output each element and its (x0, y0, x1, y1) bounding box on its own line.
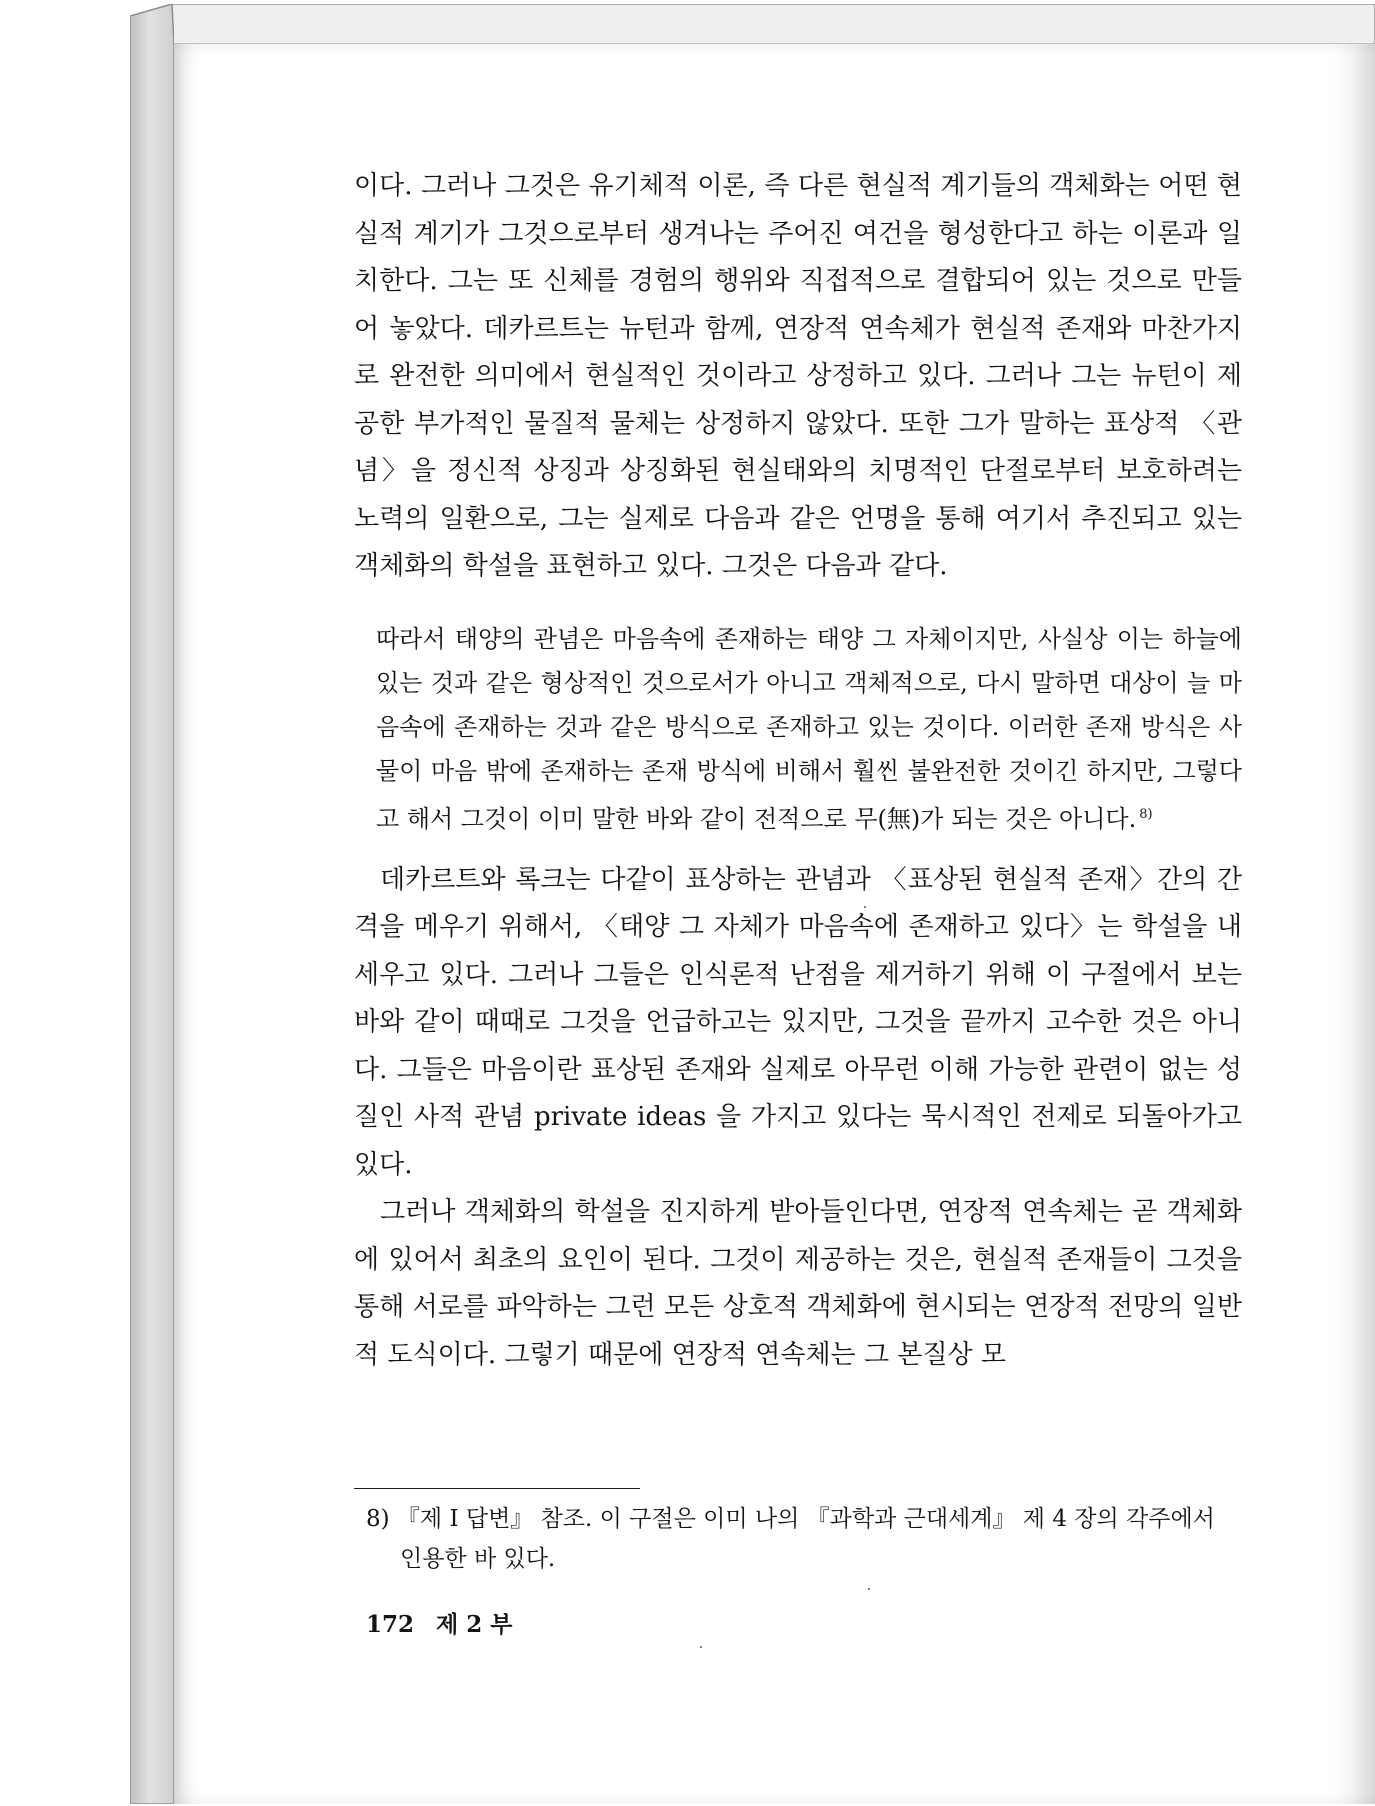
block-quote (376, 617, 1242, 841)
book-spine (130, 4, 174, 1804)
footnote-text-continued: 인용한 바 있다. (400, 1546, 556, 1572)
quote-text: 따라서 태양의 관념은 마음속에 존재하는 태양 그 자체이지만, 사실상 이는 하늘에 있는 것과 같은 형상적인 것으로서가 아니고 객체적으로, 다시 말하면 대상이 늘 마음속에 존재하는 것과 같은 방식으로 존재하고 있는 것이다. 이러한 존재 방식은 사물이 마음 밖에 존재하는 존재 방식에 비해서 훨씬 불완전한 것이긴 하지만, 그렇다고 해서 그것이 이미 말한 바와 같이 전적으로 무(無)가 되는 것은 아니다. (376, 624, 1242, 833)
body-text (354, 163, 1242, 1379)
footnote-number: 8) (366, 1506, 390, 1532)
paragraph: 그러나 객체화의 학설을 진지하게 받아들인다면, 연장적 연속체는 곧 객체화에 있어서 최초의 요인이 된다. 그것이 제공하는 것은, 현실적 존재들이 그것을 통해 서로를 파악하는 그런 모든 상호적 객체화에 현시되는 연장적 전망의 일반적 도식이다. 그렇기 때문에 연장적 연속체는 그 본질상 모 (354, 1197, 1242, 1370)
part-label: 제 2 부 (436, 1611, 513, 1638)
page-footer (366, 1606, 512, 1639)
footnote-text: 『제 I 답변』 참조. 이 구절은 이미 나의 『과학과 근대세계』 제 4 장의 각주에서 (396, 1506, 1215, 1532)
scan-speck (868, 1588, 870, 1590)
scan-speck (700, 1646, 702, 1648)
scan-speck (864, 906, 866, 908)
page-number: 172 (366, 1611, 415, 1638)
footnote-reference[interactable]: 8) (1139, 806, 1153, 822)
footnote (366, 1499, 1238, 1579)
book-top-edge (130, 4, 1375, 44)
paragraph: 이다. 그러나 그것은 유기체적 이론, 즉 다른 현실적 계기들의 객체화는 어떤 현실적 계기가 그것으로부터 생겨나는 주어진 여건을 형성한다고 하는 이론과 일치한다. 그는 또 신체를 경험의 행위와 직접적으로 결합되어 있는 것으로 만들어 놓았다. 데카르트는 뉴턴과 함께, 연장적 연속체가 현실적 존재와 마찬가지로 완전한 의미에서 현실적인 것이라고 상정하고 있다. 그러나 그는 뉴턴이 제공한 부가적인 물질적 물체는 상정하지 않았다. 또한 그가 말하는 표상적 〈관념〉을 정신적 상징과 상징화된 현실태와의 치명적인 단절로부터 보호하려는 노력의 일환으로, 그는 실제로 다음과 같은 언명을 통해 여기서 추진되고 있는 객체화의 학설을 표현하고 있다. 그것은 다음과 같다. (354, 171, 1242, 581)
paragraph: 데카르트와 록크는 다같이 표상하는 관념과 〈표상된 현실적 존재〉간의 간격을 메우기 위해서, 〈태양 그 자체가 마음속에 존재하고 있다〉는 학설을 내세우고 있다. 그러나 그들은 인식론적 난점을 제거하기 위해 이 구절에서 보는 바와 같이 때때로 그것을 언급하고는 있지만, 그것을 끝까지 고수한 것은 아니다. 그들은 마음이란 표상된 존재와 실제로 아무런 이해 가능한 관련이 없는 성질인 사적 관념 private ideas 을 가지고 있다는 묵시적인 전제로 되돌아가고 있다. (354, 864, 1242, 1180)
footnote-divider (354, 1488, 640, 1489)
